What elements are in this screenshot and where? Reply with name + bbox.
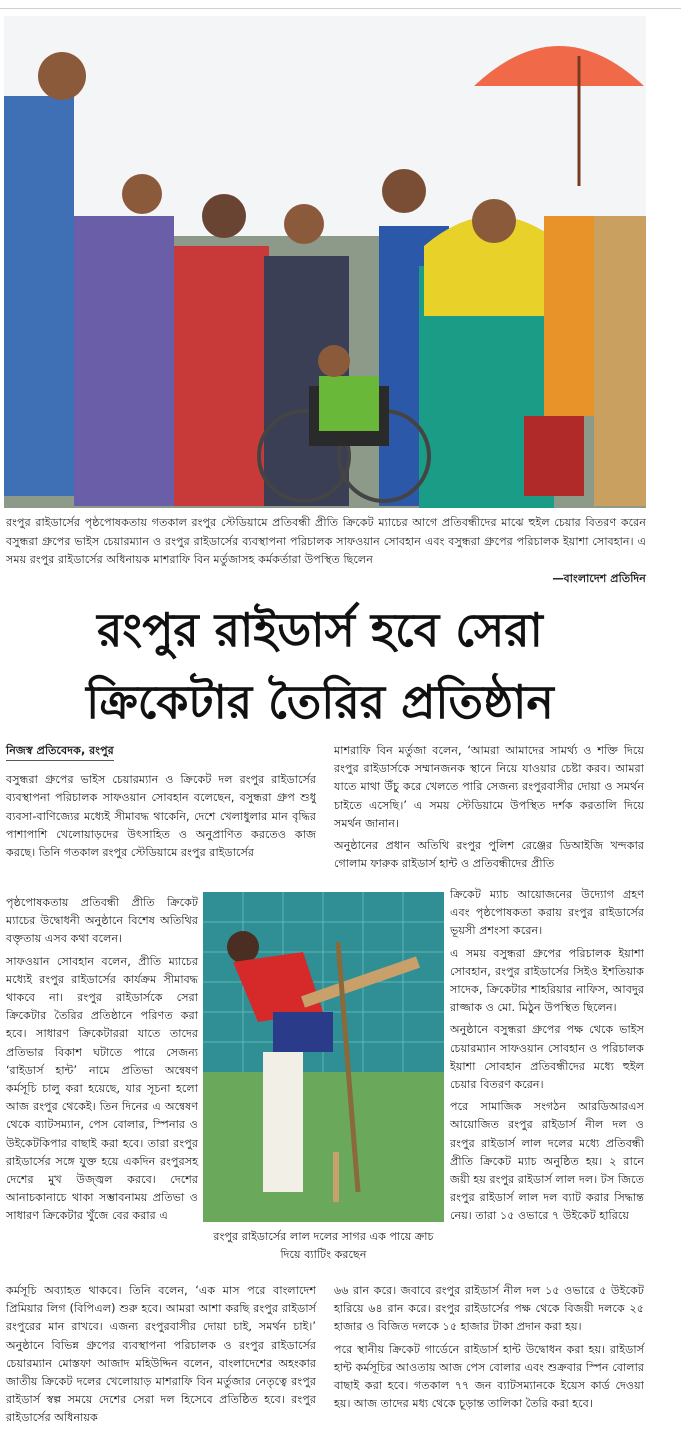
right-paragraph-3: ৬৬ রান করে। জবাবে রংপুর রাইডার্স নীল দল ১৫ ওভারে ৫ উইকেট হারিয়ে ৬৪ রান করে। রংপুর রাইডার্সের পক্ষ থেকে বিজয়ী দলকে ২৫ হাজার ও বিজিত দলকে ১৫ হাজার টাকা প্রদান করা হয়। bbox=[334, 1284, 644, 1334]
photo-credit: —বাংলাদেশ প্রতিদিন bbox=[552, 571, 646, 585]
headline-line-1: রংপুর রাইডার্স হবে সেরা bbox=[97, 603, 543, 657]
left-paragraph-1: বসুন্ধরা গ্রুপের ভাইস চেয়ারম্যান ও ক্রিকেট দল রংপুর রাইডার্সের ব্যবস্থাপনা পরিচালক সাফওয়ান সোবহান বলেছেন, বসুন্ধরা গ্রুপ শুধু ব্যবসা-বাণিজ্যের মধ্যেই সীমাবদ্ধ থাকেনি, দেশে খেলাধুলার মান বৃদ্ধির পাশাপাশি খেলোয়াড়দের উৎসাহিত ও অনুপ্রাণিত করতেও কাজ করছে। তিনি গতকাল রংপুর স্টেডিয়ামে রংপুর রাইডার্সের bbox=[6, 773, 316, 860]
photo-caption-text: রংপুর রাইডার্সের পৃষ্ঠপোষকতায় গতকাল রংপুর স্টেডিয়ামে প্রতিবন্ধী প্রীতি ক্রিকেট ম্যাচের আগে প্রতিবন্ধীদের মাঝে হুইল চেয়ার বিতরণ করেন বসুন্ধরা গ্রুপের ভাইস চেয়ারম্যান ও রংপুর রাইডার্সের ব্যবস্থাপনা পরিচালক সাফওয়ান সোবহান এবং বসুন্ধরা গ্রুপের পরিচালক ইয়াশা সোবহান। এ সময় রংপুর রাইডার্সের অধিনায়ক মাশরাফি বিন মর্তুজাসহ কর্মকর্তারা উপস্থিত ছিলেন bbox=[6, 516, 646, 566]
byline: নিজস্ব প্রতিবেদক, রংপুর bbox=[6, 742, 114, 761]
right-column-bottom bbox=[334, 1282, 644, 1417]
right-wrapped-paragraph-4: পরে সামাজিক সংগঠন আরডিআরএস আয়োজিত রংপুর রাইডার্স নীল দল ও রংপুর রাইডার্স লাল দলের মধ্যে প্রতিবন্ধী প্রীতি ক্রিকেট ম্যাচ অনুষ্ঠিত হয়। ২ রানে জয়ী হয় রংপুর রাইডার্স লাল দল। টস জিতে রংপুর রাইডার্স লাল দল ব্যাট করার সিদ্ধান্ত নেয়। তারা ১৫ ওভারে ৭ উইকেট হারিয়ে bbox=[450, 1100, 644, 1223]
event-photo-illustration bbox=[4, 16, 646, 508]
event-photo bbox=[4, 16, 646, 508]
right-column-top bbox=[334, 742, 644, 877]
right-paragraph-1: মাশরাফি বিন মর্তুজা বলেন, ‘আমরা আমাদের সামর্থ্য ও শক্তি দিয়ে রংপুর রাইডার্সকে সম্মানজনক স্থানে নিয়ে যাওয়ার চেষ্টা করব। আমরা যাতে মাথা উঁচু করে খেলতে পারি সেজন্য রংপুরবাসীর দোয়া ও সমর্থন চাইতে এসেছি।’ এ সময় স্টেডিয়ামে উপস্থিত দর্শক করতালি দিয়ে সমর্থন জানান। bbox=[334, 744, 644, 830]
left-column-bottom bbox=[6, 1282, 316, 1432]
right-wrapped-paragraph-1: ক্রিকেট ম্যাচ আয়োজনের উদ্যোগ গ্রহণ এবং পৃষ্ঠপোষকতা করায় রংপুর রাইডার্সের ভূয়সী প্রশংসা করেন। bbox=[450, 888, 644, 938]
inset-photo-frame bbox=[203, 892, 444, 1226]
right-paragraph-2: অনুষ্ঠানের প্রধান অতিথি রংপুর পুলিশ রেঞ্জের ডিআইজি খন্দকার গোলাম ফারুক রাইডার্স হান্ট ও প্রতিবন্ধীদের প্রীতি bbox=[334, 839, 644, 871]
left-paragraph-2: কর্মসূচি অব্যাহত থাকবে। তিনি বলেন, ‘এক মাস পরে বাংলাদেশ প্রিমিয়ার লিগ (বিপিএল) শুরু হবে। আমরা আশা করছি রংপুর রাইডার্স রংপুরের মান রাখবে। এজন্য রংপুরবাসীর দোয়া চাই, সমর্থন চাই।’ অনুষ্ঠানে বিভিন্ন গ্রুপের ব্যবস্থাপনা পরিচালক ও রংপুর রাইডার্সের চেয়ারম্যান মোস্তফা আজাদ মহিউদ্দিন বলেন, বাংলাদেশের অহংকার জাতীয় ক্রিকেট দলের খেলোয়াড় মাশরাফি বিন মর্তুজার নেতৃত্বে রংপুর রাইডার্স স্বল্প সময়ে দেশের সেরা দল হিসেবে প্রতিষ্ঠিত হবে। রংপুর রাইডার্সের অধিনায়ক bbox=[6, 1284, 316, 1425]
left-wrapped-paragraph-1: পৃষ্ঠপোষকতায় প্রতিবন্ধী প্রীতি ক্রিকেট ম্যাচের উদ্বোধনী অনুষ্ঠানে বিশেষ অতিথির বক্তৃতায় এসব কথা বলেন। bbox=[6, 896, 198, 946]
left-wrapped-text bbox=[6, 894, 198, 1230]
left-wrapped-paragraph-2: সাফওয়ান সোবহান বলেন, প্রীতি ম্যাচের মধ্যেই রংপুর রাইডার্সের কার্যক্রম সীমাবদ্ধ থাকবে না। রংপুর রাইডার্সকে সেরা ক্রিকেটার তৈরির প্রতিষ্ঠানে পরিণত করা হবে। সাধারণ ক্রিকেটাররা যাতে তাদের প্রতিভার বিকাশ ঘটাতে পারে সেজন্য ‘রাইডার্স হান্ট’ নামে প্রতিভা অন্বেষণ কর্মসূচি চালু করা হয়েছে, যার সূচনা হলো আজ রংপুর থেকেই। তিন দিনের এ অন্বেষণ থেকে ব্যাটসম্যান, পেস বোলার, স্পিনার ও উইকেটকিপার বাছাই করা হবে। তারা রংপুর রাইডার্সের সঙ্গে যুক্ত হয়ে একদিন রংপুরসহ দেশের মুখ উজ্জ্বল করবে। দেশের আনাচকানাচে থাকা সম্ভাবনাময় প্রতিভা ও সাধারণ ক্রিকেটার খুঁজে বের করার এ bbox=[6, 954, 198, 1223]
right-wrapped-paragraph-2: এ সময় বসুন্ধরা গ্রুপের পরিচালক ইয়াশা সোবহান, রংপুর রাইডার্সের সিইও ইশতিয়াক সাদেক, ক্রিকেটার শাহরিয়ার নাফিস, আবদুর রাজ্জাক ও মো. মিঠুন উপস্থিত ছিলেন। bbox=[450, 946, 644, 1015]
inset-caption: রংপুর রাইডার্সের লাল দলের সাগর এক পায়ে ক্রাচ দিয়ে ব্যাটিং করছেন bbox=[213, 1230, 434, 1261]
left-column-top bbox=[6, 742, 316, 866]
cricket-batting-illustration bbox=[203, 892, 444, 1222]
right-wrapped-text bbox=[450, 886, 644, 1230]
cricket-batting-photo bbox=[203, 892, 444, 1222]
right-wrapped-paragraph-3: অনুষ্ঠানে বসুন্ধরা গ্রুপের পক্ষ থেকে ভাইস চেয়ারম্যান সাফওয়ান সোবহান ও পরিচালক ইয়াশা সোবহান প্রতিবন্ধীদের মধ্যে হুইল চেয়ার বিতরণ করেন। bbox=[450, 1023, 644, 1092]
photo-caption bbox=[6, 514, 646, 588]
right-paragraph-4: পরে স্থানীয় ক্রিকেট গার্ডেনে রাইডার্স হান্ট উদ্বোধন করা হয়। রাইডার্স হান্ট কর্মসূচির আওতায় আজ পেস বোলার এবং শুক্রবার স্পিন বোলার বাছাই করা হবে। গতকাল ৭৭ জন ব্যাটসম্যানকে ইয়েস কার্ড দেওয়া হয়। আজ তাদের মধ্য থেকে চূড়ান্ত তালিকা তৈরি করা হবে। bbox=[334, 1342, 644, 1411]
headline-line-2: ক্রিকেটার তৈরির প্রতিষ্ঠান bbox=[86, 675, 554, 729]
top-rule bbox=[0, 0, 681, 9]
